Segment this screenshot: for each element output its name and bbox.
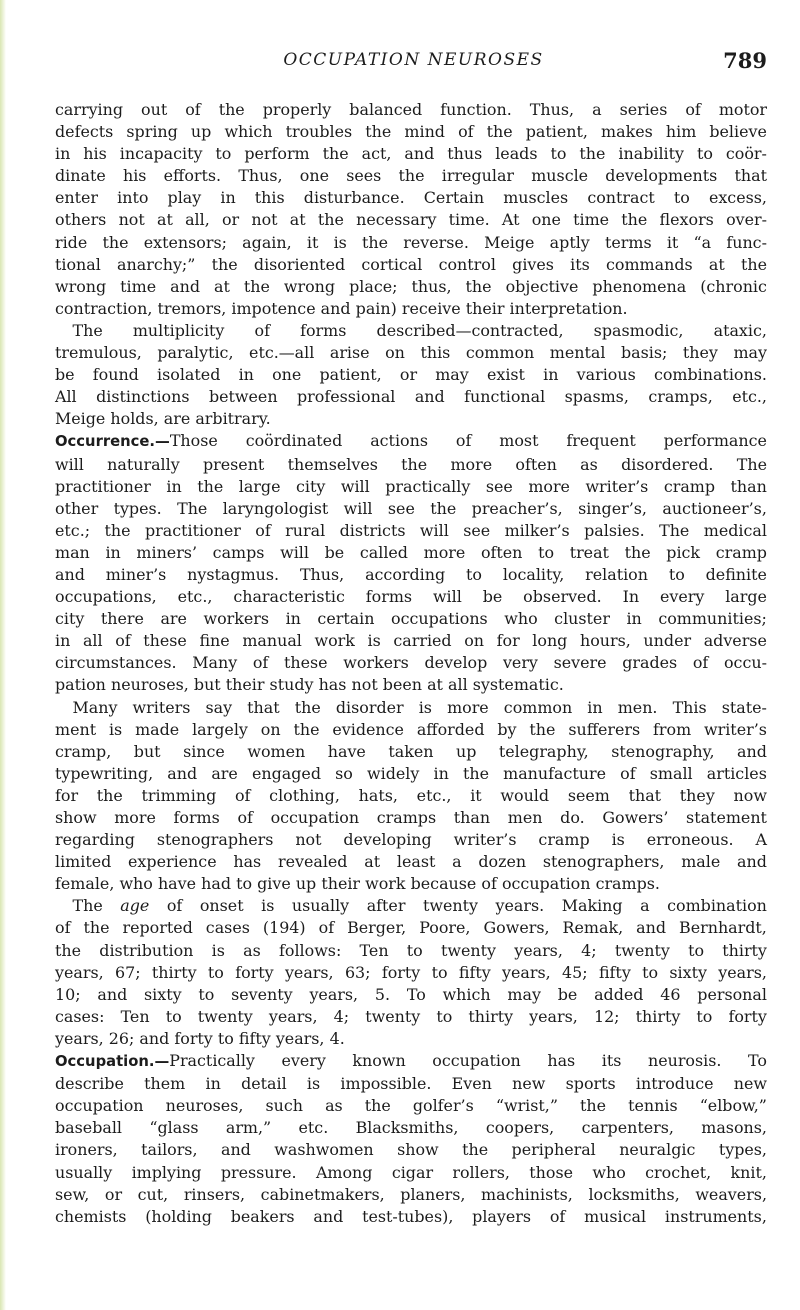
text-line: for the trimming of clothing, hats, etc., it would seem that they now <box>55 785 767 805</box>
text-line: Many writers say that the disorder is more common in men. This state- <box>72 697 767 717</box>
text-line: enter into play in this disturbance. Certain muscles contract to excess, <box>55 188 767 208</box>
text-line: usually implying pressure. Among cigar rollers, those who crochet, knit, <box>55 1162 767 1182</box>
text-line: 10; and sixty to seventy years, 5. To which may be added 46 personal <box>55 984 767 1004</box>
body-text <box>55 99 767 1228</box>
text-line: Occupation.—Practically every known occupation has its neurosis. To <box>55 1051 767 1071</box>
text-line: tremulous, paralytic, etc.—all arise on this common mental basis; they may <box>55 343 767 363</box>
text-line: ride the extensors; again, it is the reverse. Meige aptly terms it “a func- <box>55 232 767 252</box>
text-line: man in miners’ camps will be called more often to treat the pick cramp <box>55 542 767 562</box>
text-line: pation neuroses, but their study has not been at all systematic. <box>55 675 564 695</box>
text-line: The age of onset is usually after twenty years. Making a combination <box>72 896 767 916</box>
text-line: city there are workers in certain occupations who cluster in communities; <box>55 609 767 629</box>
text-line: dinate his efforts. Thus, one sees the irregular muscle developments that <box>55 166 767 186</box>
text-line: will naturally present themselves the more often as disordered. The <box>55 454 767 474</box>
text-line: ment is made largely on the evidence afforded by the sufferers from writer’s <box>55 719 767 739</box>
text-line: The multiplicity of forms described—contracted, spasmodic, ataxic, <box>72 320 767 340</box>
text-line: cases: Ten to twenty years, 4; twenty to thirty years, 12; thirty to forty <box>55 1006 767 1026</box>
text-line: defects spring up which troubles the mind of the patient, makes him believe <box>55 122 767 142</box>
text-line: chemists (holding beakers and test-tubes), players of musical instruments, <box>55 1206 767 1226</box>
text-line: years, 67; thirty to forty years, 63; forty to fifty years, 45; fifty to sixty years, <box>55 962 767 982</box>
text-line: describe them in detail is impossible. Even new sports introduce new <box>55 1074 767 1094</box>
text-line: etc.; the practitioner of rural districts will see milker’s palsies. The medical <box>55 520 767 540</box>
text-line: regarding stenographers not developing writer’s cramp is erroneous. A <box>55 830 767 850</box>
page-edge-shading <box>0 0 6 1310</box>
page-number: 789 <box>723 48 767 73</box>
text-line: female, who have had to give up their work because of occupation cramps. <box>55 874 660 894</box>
text-line: circumstances. Many of these workers develop very severe grades of occu- <box>55 653 767 673</box>
text-line: in his incapacity to perform the act, and thus leads to the inability to coör- <box>55 144 767 164</box>
text-line: carrying out of the properly balanced function. Thus, a series of motor <box>55 100 767 119</box>
text-line: contraction, tremors, impotence and pain) receive their interpretation. <box>55 298 628 318</box>
running-title: OCCUPATION NEUROSES <box>283 50 544 70</box>
text-line: wrong time and at the wrong place; thus, the objective phenomena (chronic <box>55 276 767 296</box>
text-line: All distinctions between professional and functional spasms, cramps, etc., <box>55 387 767 407</box>
text-line: occupations, etc., characteristic forms will be observed. In every large <box>55 587 767 607</box>
text-line: cramp, but since women have taken up telegraphy, stenography, and <box>55 741 767 761</box>
text-line: sew, or cut, rinsers, cabinetmakers, planers, machinists, locksmiths, weavers, <box>55 1184 767 1204</box>
text-line: be found isolated in one patient, or may exist in various combinations. <box>55 365 767 385</box>
text-line: others not at all, or not at the necessary time. At one time the flexors over- <box>55 210 767 230</box>
text-line: other types. The laryngologist will see the preacher’s, singer’s, auctioneer’s, <box>55 498 767 518</box>
text-line: and miner’s nystagmus. Thus, according to locality, relation to definite <box>55 564 767 584</box>
text-line: Meige holds, are arbitrary. <box>55 409 271 429</box>
text-line: the distribution is as follows: Ten to twenty years, 4; twenty to thirty <box>55 940 767 960</box>
text-line: in all of these fine manual work is carried on for long hours, under adverse <box>55 631 767 651</box>
text-line: show more forms of occupation cramps than men do. Gowers’ statement <box>55 808 767 827</box>
text-line: baseball “glass arm,” etc. Blacksmiths, coopers, carpenters, masons, <box>55 1118 767 1138</box>
text-line: tional anarchy;” the disoriented cortical control gives its commands at the <box>55 254 767 274</box>
text-line: years, 26; and forty to fifty years, 4. <box>55 1028 345 1048</box>
text-line: typewriting, and are engaged so widely in the manufacture of small articles <box>55 763 767 783</box>
text-line: ironers, tailors, and washwomen show the peripheral neuralgic types, <box>55 1140 767 1160</box>
text-line: practitioner in the large city will practically see more writer’s cramp than <box>55 476 767 496</box>
text-line: occupation neuroses, such as the golfer’s “wrist,” the tennis “elbow,” <box>55 1096 767 1116</box>
running-head <box>60 50 767 80</box>
text-line: Occurrence.—Those coördinated actions of most frequent performance <box>55 431 767 451</box>
text-line: of the reported cases (194) of Berger, Poore, Gowers, Remak, and Bernhardt, <box>55 918 767 938</box>
text-line: limited experience has revealed at least a dozen stenographers, male and <box>55 852 767 872</box>
